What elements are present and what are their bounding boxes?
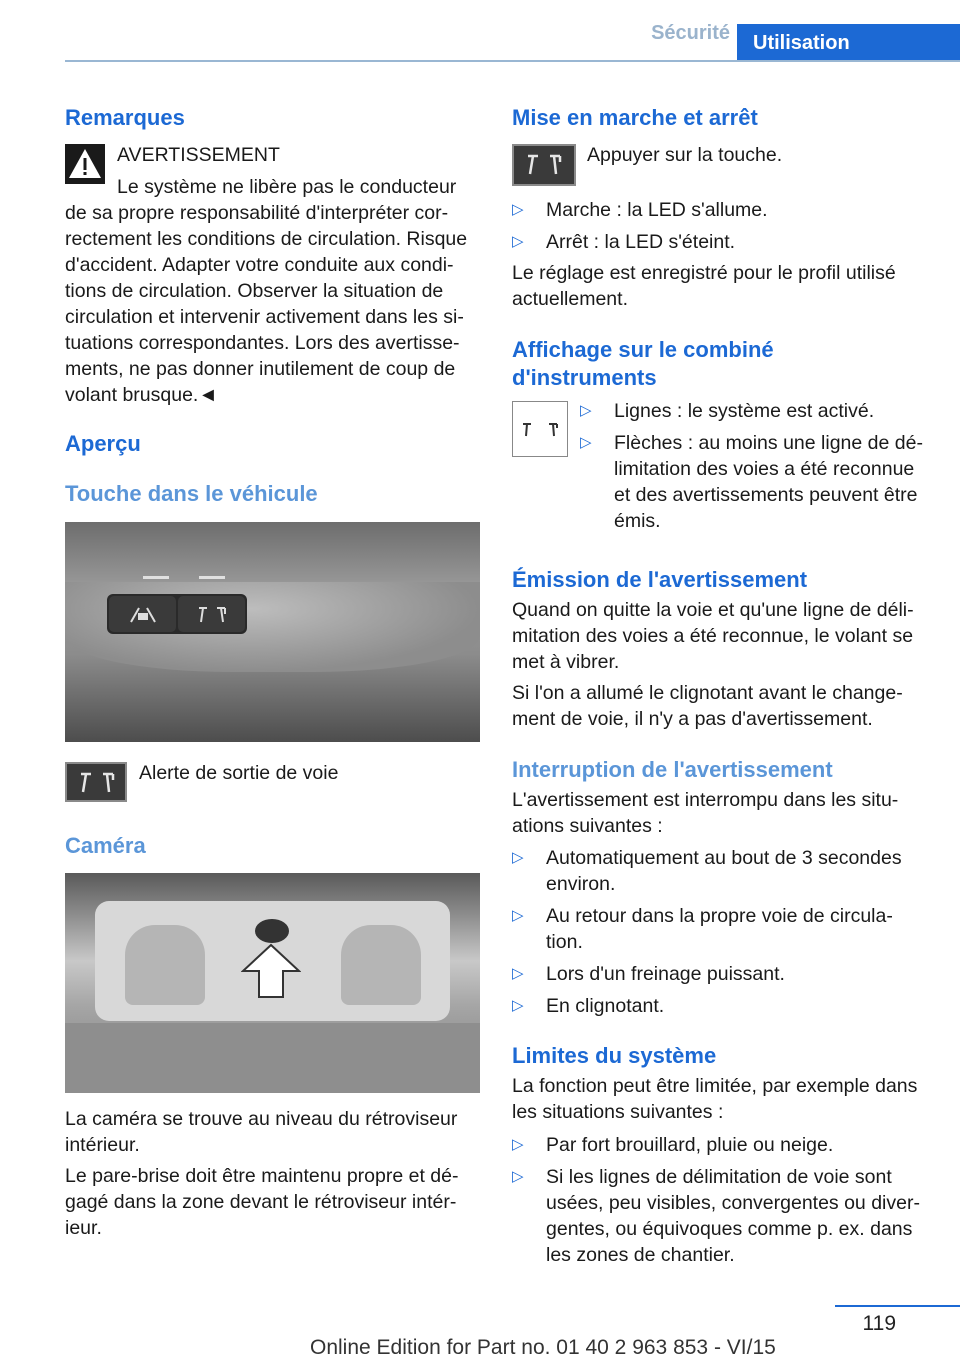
emission-line: mitation des voies a été reconnue, le volant se bbox=[512, 625, 914, 647]
limites-text bbox=[512, 1073, 930, 1125]
remarques-heading: Remarques bbox=[65, 105, 185, 130]
edition-text: Online Edition for Part no. 01 40 2 963 853 - VI/15 bbox=[310, 1336, 776, 1359]
camera-line: intérieur. bbox=[65, 1134, 140, 1156]
photo-button-pair bbox=[107, 594, 247, 634]
clignotant-line: ment de voie, il n'y a pas d'avertissement. bbox=[512, 708, 873, 730]
tab-securite[interactable]: Sécurité bbox=[651, 22, 730, 44]
tab-utilisation-label: Utilisation bbox=[753, 32, 850, 54]
interruption-line: ations suivantes : bbox=[512, 815, 663, 837]
affichage-heading-line: Affichage sur le combiné bbox=[512, 337, 774, 362]
parebrise-line: gagé dans la zone devant le rétroviseur intér- bbox=[65, 1191, 457, 1213]
reglage-line: actuellement. bbox=[512, 288, 628, 310]
warning-triangle-icon bbox=[65, 144, 105, 184]
list-item-line: gentes, ou équivoques comme p. ex. dans bbox=[546, 1218, 913, 1240]
list-item: ▷ Marche : la LED s'allume. bbox=[512, 197, 930, 223]
parebrise-text bbox=[65, 1163, 480, 1241]
camera-heading: Caméra bbox=[65, 833, 146, 858]
alerte-caption: Alerte de sortie de voie bbox=[139, 762, 339, 784]
clignotant-line: Si l'on a allumé le clignotant avant le change- bbox=[512, 682, 903, 704]
rear-shelf bbox=[65, 1023, 480, 1093]
list-item-line: En clignotant. bbox=[546, 995, 665, 1017]
list-item bbox=[512, 1132, 930, 1158]
list-item-line: environ. bbox=[546, 873, 616, 895]
touche-heading: Touche dans le véhicule bbox=[65, 481, 318, 506]
clignotant-text bbox=[512, 680, 930, 732]
limites-heading: Limites du système bbox=[512, 1043, 717, 1068]
warning-line: ments, ne pas donner inutilement de coup de bbox=[65, 358, 456, 380]
list-item bbox=[512, 993, 930, 1019]
interruption-list bbox=[512, 845, 930, 1019]
warning-line: Le système ne libère pas le conducteur bbox=[117, 176, 457, 198]
emission-line: met à vibrer. bbox=[512, 651, 620, 673]
reglage-text bbox=[512, 260, 930, 312]
list-item-line: ▷ Au retour dans la propre voie de circula- bbox=[546, 905, 893, 927]
headrest bbox=[341, 925, 421, 1005]
lane-departure-button-icon bbox=[65, 762, 127, 802]
emission-line: Quand on quitte la voie et qu'une ligne de déli- bbox=[512, 599, 914, 621]
led-bar bbox=[143, 576, 169, 579]
interruption-line: L'avertissement est interrompu dans les situ- bbox=[512, 789, 899, 811]
interruption-text bbox=[512, 787, 930, 839]
emission-text bbox=[512, 597, 930, 675]
limites-line: La fonction peut être limitée, par exemple dans bbox=[512, 1075, 918, 1097]
arrow-up-icon bbox=[241, 943, 301, 999]
parebrise-line: ieur. bbox=[65, 1217, 102, 1239]
list-item-line: les zones de chantier. bbox=[546, 1244, 735, 1266]
lane-departure-icon bbox=[195, 604, 231, 624]
lane-departure-icon bbox=[67, 764, 125, 800]
warning-line: de sa propre responsabilité d'interpréter cor- bbox=[65, 202, 449, 224]
emission-heading: Émission de l'avertissement bbox=[512, 567, 808, 592]
interruption-heading: Interruption de l'avertissement bbox=[512, 757, 833, 782]
lane-departure-button-icon bbox=[512, 144, 576, 186]
list-item: ▷ Arrêt : la LED s'éteint. bbox=[512, 229, 930, 255]
list-item-line: ▷ Si les lignes de délimitation de voie sont bbox=[546, 1166, 892, 1188]
camera-photo bbox=[65, 873, 480, 1093]
lane-assist-icon bbox=[125, 604, 161, 624]
list-item-line: ▷ Flèches : au moins une ligne de dé- bbox=[614, 432, 923, 454]
header-rule bbox=[65, 60, 960, 62]
warning-line: rectement les conditions de circulation. Risque bbox=[65, 228, 468, 250]
list-item bbox=[512, 961, 930, 987]
appuyer-text: Appuyer sur la touche. bbox=[587, 144, 783, 166]
mise-heading: Mise en marche et arrêt bbox=[512, 105, 758, 130]
list-item bbox=[512, 1164, 930, 1268]
footer-rule bbox=[835, 1305, 960, 1307]
list-item bbox=[580, 398, 930, 424]
list-item-line: et des avertissements peuvent être bbox=[614, 484, 918, 506]
vehicle-buttons-photo bbox=[65, 522, 480, 742]
list-item-line: limitation des voies a été reconnue bbox=[614, 458, 915, 480]
list-item-line: ▷ Automatiquement au bout de 3 secondes bbox=[546, 847, 902, 869]
camera-module bbox=[255, 919, 289, 943]
apercu-heading: Aperçu bbox=[65, 431, 141, 456]
list-item bbox=[580, 430, 930, 534]
mise-list bbox=[512, 197, 930, 255]
affichage-heading bbox=[512, 336, 930, 392]
limites-line: les situations suivantes : bbox=[512, 1101, 724, 1123]
camera-line: La caméra se trouve au niveau du rétroviseur bbox=[65, 1108, 458, 1130]
page-footer bbox=[0, 1300, 960, 1362]
affichage-list bbox=[580, 398, 930, 534]
page-number: 119 bbox=[862, 1312, 896, 1335]
list-item bbox=[512, 845, 930, 897]
limites-list bbox=[512, 1132, 930, 1268]
page-header bbox=[0, 0, 960, 62]
list-item-line: Lors d'un freinage puissant. bbox=[546, 963, 785, 985]
affichage-heading-line: d'instruments bbox=[512, 365, 657, 390]
lane-lines-icon bbox=[513, 402, 567, 456]
list-item-line: Par fort brouillard, pluie ou neige. bbox=[546, 1134, 834, 1156]
lane-departure-icon bbox=[514, 146, 574, 184]
list-item-line: usées, peu visibles, convergentes ou diver- bbox=[546, 1192, 920, 1214]
reglage-line: Le réglage est enregistré pour le profil utilisé bbox=[512, 262, 896, 284]
warning-line: d'accident. Adapter votre conduite aux condi- bbox=[65, 254, 454, 276]
tab-utilisation[interactable] bbox=[737, 24, 960, 62]
parebrise-line: Le pare-brise doit être maintenu propre et dé- bbox=[65, 1165, 459, 1187]
warning-line: circulation et intervenir activement dans les si- bbox=[65, 306, 464, 328]
list-item bbox=[512, 903, 930, 955]
instrument-lanes-icon bbox=[512, 401, 568, 457]
camera-text bbox=[65, 1106, 480, 1158]
led-bar bbox=[199, 576, 225, 579]
warning-line: tions de circulation. Observer la situation de bbox=[65, 280, 444, 302]
list-item-line: tion. bbox=[546, 931, 583, 953]
warning-text bbox=[65, 200, 485, 408]
warning-line: tuations correspondantes. Lors des avertisse- bbox=[65, 332, 460, 354]
headrest bbox=[125, 925, 205, 1005]
list-item-line: émis. bbox=[614, 510, 661, 532]
warning-line: volant brusque.◄ bbox=[65, 384, 218, 406]
list-item-line: Lignes : le système est activé. bbox=[614, 400, 875, 422]
warning-label: AVERTISSEMENT bbox=[117, 144, 280, 166]
